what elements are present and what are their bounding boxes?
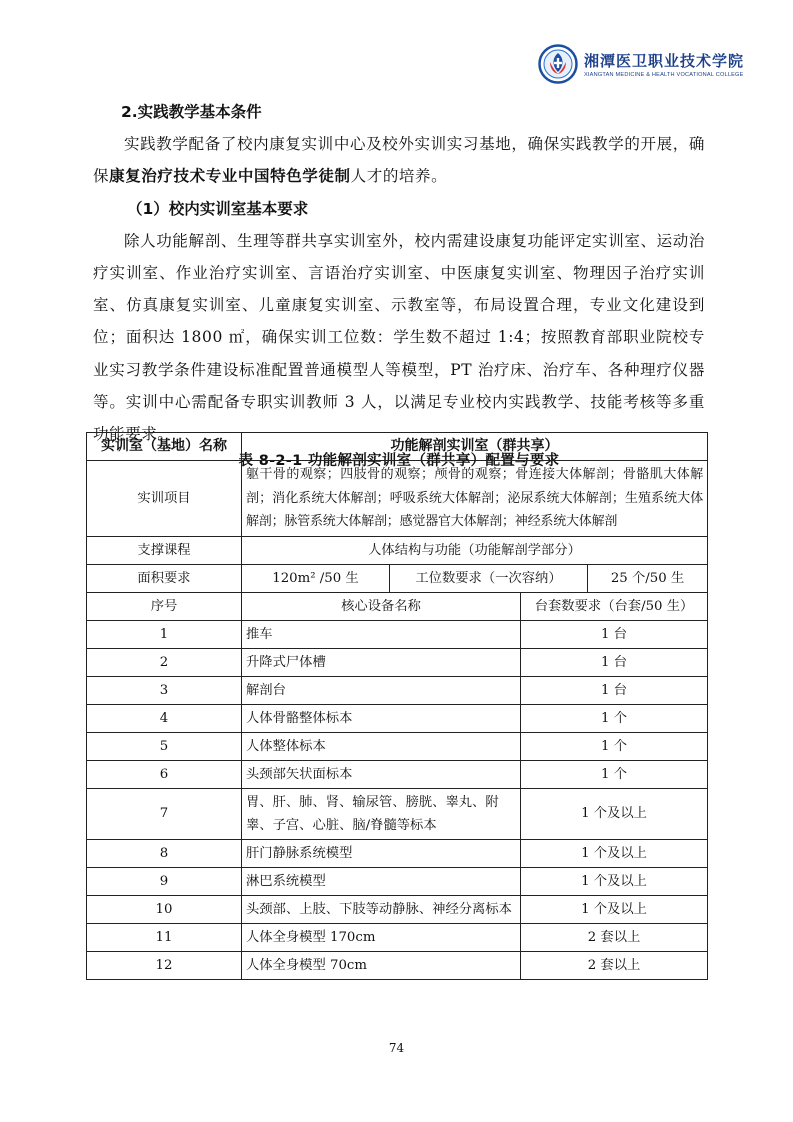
sub-heading: （1）校内实训室基本要求: [127, 199, 309, 218]
table-row: [87, 620, 708, 648]
course-label: 支撑课程: [87, 536, 242, 564]
row-seq: 8: [87, 839, 242, 867]
table-caption: 表 8-2-1 功能解剖实训室（群共享）配置与要求: [238, 452, 560, 469]
row-equipment-name: 解剖台: [242, 676, 521, 704]
station-label: 工位数要求（一次容纳）: [390, 564, 588, 592]
row-equipment-name: 头颈部矢状面标本: [242, 760, 521, 788]
row-equipment-name: 人体全身模型 170cm: [242, 923, 521, 951]
row-quantity: 1 台: [521, 648, 708, 676]
table-row: [87, 951, 708, 979]
table-row: [87, 895, 708, 923]
table-row: [87, 867, 708, 895]
intro-part1: 实践教学配备了校内康复实训中心及校外实训实习基地，确保实践教学的开展，确保: [93, 135, 705, 186]
college-name-en: XIANGTAN MEDICINE & HEALTH VOCATIONAL COLLEGE: [584, 72, 744, 78]
row-equipment-name: 升降式尸体槽: [242, 648, 521, 676]
row-quantity: 2 套以上: [521, 923, 708, 951]
row-quantity: 1 个: [521, 732, 708, 760]
row-seq: 1: [87, 620, 242, 648]
intro-paragraph: [93, 128, 705, 193]
table-row: [87, 732, 708, 760]
row-quantity: 1 个及以上: [521, 867, 708, 895]
table-row: [87, 536, 708, 564]
col-seq: 序号: [87, 592, 242, 620]
page-number: 74: [388, 1041, 405, 1055]
table-row: [87, 788, 708, 839]
table-row: [87, 564, 708, 592]
table-row: [87, 676, 708, 704]
body-paragraph: 除人功能解剖、生理等群共享实训室外，校内需建设康复功能评定实训室、运动治疗实训室、作业治疗实训室、言语治疗实训室、中医康复实训室、物理因子治疗实训室、仿真康复实训室、儿童康复实训室、示教室等，布局设置合理，专业文化建设到位；面积达 1800 ㎡，确保实训工位数：学生数不超过 1:4；按照教育部职业院校专业实习教学条件建设标准配置普通模型人等模型，PT 治疗床、治疗车、各种理疗仪器等。实训中心需配备专职实训教师 3 人，以满足专业校内实践教学、技能考核等多重功能要求。: [93, 231, 705, 444]
row-quantity: 1 台: [521, 620, 708, 648]
table-row: [87, 923, 708, 951]
area-value: 120m² /50 生: [242, 564, 390, 592]
row-equipment-name: 头颈部、上肢、下肢等动静脉、神经分离标本: [242, 895, 521, 923]
row-quantity: 1 个: [521, 760, 708, 788]
row-seq: 2: [87, 648, 242, 676]
row-quantity: 1 个及以上: [521, 788, 708, 839]
row-equipment-name: 人体全身模型 70cm: [242, 951, 521, 979]
row-seq: 5: [87, 732, 242, 760]
station-value: 25 个/50 生: [588, 564, 708, 592]
row-equipment-name: 人体整体标本: [242, 732, 521, 760]
room-label: 实训室（基地）名称: [87, 433, 242, 461]
section-heading: 2.实践教学基本条件: [121, 103, 262, 121]
row-equipment-name: 淋巴系统模型: [242, 867, 521, 895]
course-text: 人体结构与功能（功能解剖学部分）: [242, 536, 708, 564]
row-quantity: 1 台: [521, 676, 708, 704]
row-equipment-name: 推车: [242, 620, 521, 648]
row-quantity: 1 个: [521, 704, 708, 732]
project-text: 躯干骨的观察；四肢骨的观察；颅骨的观察；骨连接大体解剖；骨骼肌大体解剖；消化系统大体解剖；呼吸系统大体解剖；泌尿系统大体解剖；生殖系统大体解剖；脉管系统大体解剖；感觉器官大体解剖；神经系统大体解剖: [242, 461, 708, 537]
table-row: [87, 760, 708, 788]
table-header-row: [87, 592, 708, 620]
college-logo: [538, 43, 748, 85]
row-seq: 12: [87, 951, 242, 979]
intro-part2: 人才的培养。: [350, 167, 448, 186]
intro-bold: 康复治疗技术专业中国特色学徒制: [109, 167, 351, 186]
row-seq: 9: [87, 867, 242, 895]
table-row: [87, 461, 708, 537]
col-quantity: 台套数要求（台套/50 生）: [521, 592, 708, 620]
row-seq: 7: [87, 788, 242, 839]
lab-config-table: [86, 432, 708, 980]
project-label: 实训项目: [87, 461, 242, 537]
row-quantity: 2 套以上: [521, 951, 708, 979]
equipment-rows: [87, 620, 708, 979]
row-equipment-name: 胃、肝、肺、肾、输尿管、膀胱、睾丸、附睾、子宫、心脏、脑/脊髓等标本: [242, 788, 521, 839]
row-seq: 3: [87, 676, 242, 704]
college-name-cn: 湘潭医卫职业技术学院: [584, 52, 745, 70]
table-row: [87, 433, 708, 461]
row-seq: 4: [87, 704, 242, 732]
college-emblem-icon: [538, 44, 578, 84]
area-label: 面积要求: [87, 564, 242, 592]
row-quantity: 1 个及以上: [521, 839, 708, 867]
row-seq: 10: [87, 895, 242, 923]
row-equipment-name: 人体骨骼整体标本: [242, 704, 521, 732]
table-row: [87, 704, 708, 732]
room-name: 功能解剖实训室（群共享）: [242, 433, 708, 461]
row-quantity: 1 个及以上: [521, 895, 708, 923]
col-equipment: 核心设备名称: [242, 592, 521, 620]
row-equipment-name: 肝门静脉系统模型: [242, 839, 521, 867]
main-content: [93, 96, 705, 473]
row-seq: 11: [87, 923, 242, 951]
row-seq: 6: [87, 760, 242, 788]
table-row: [87, 839, 708, 867]
table-row: [87, 648, 708, 676]
